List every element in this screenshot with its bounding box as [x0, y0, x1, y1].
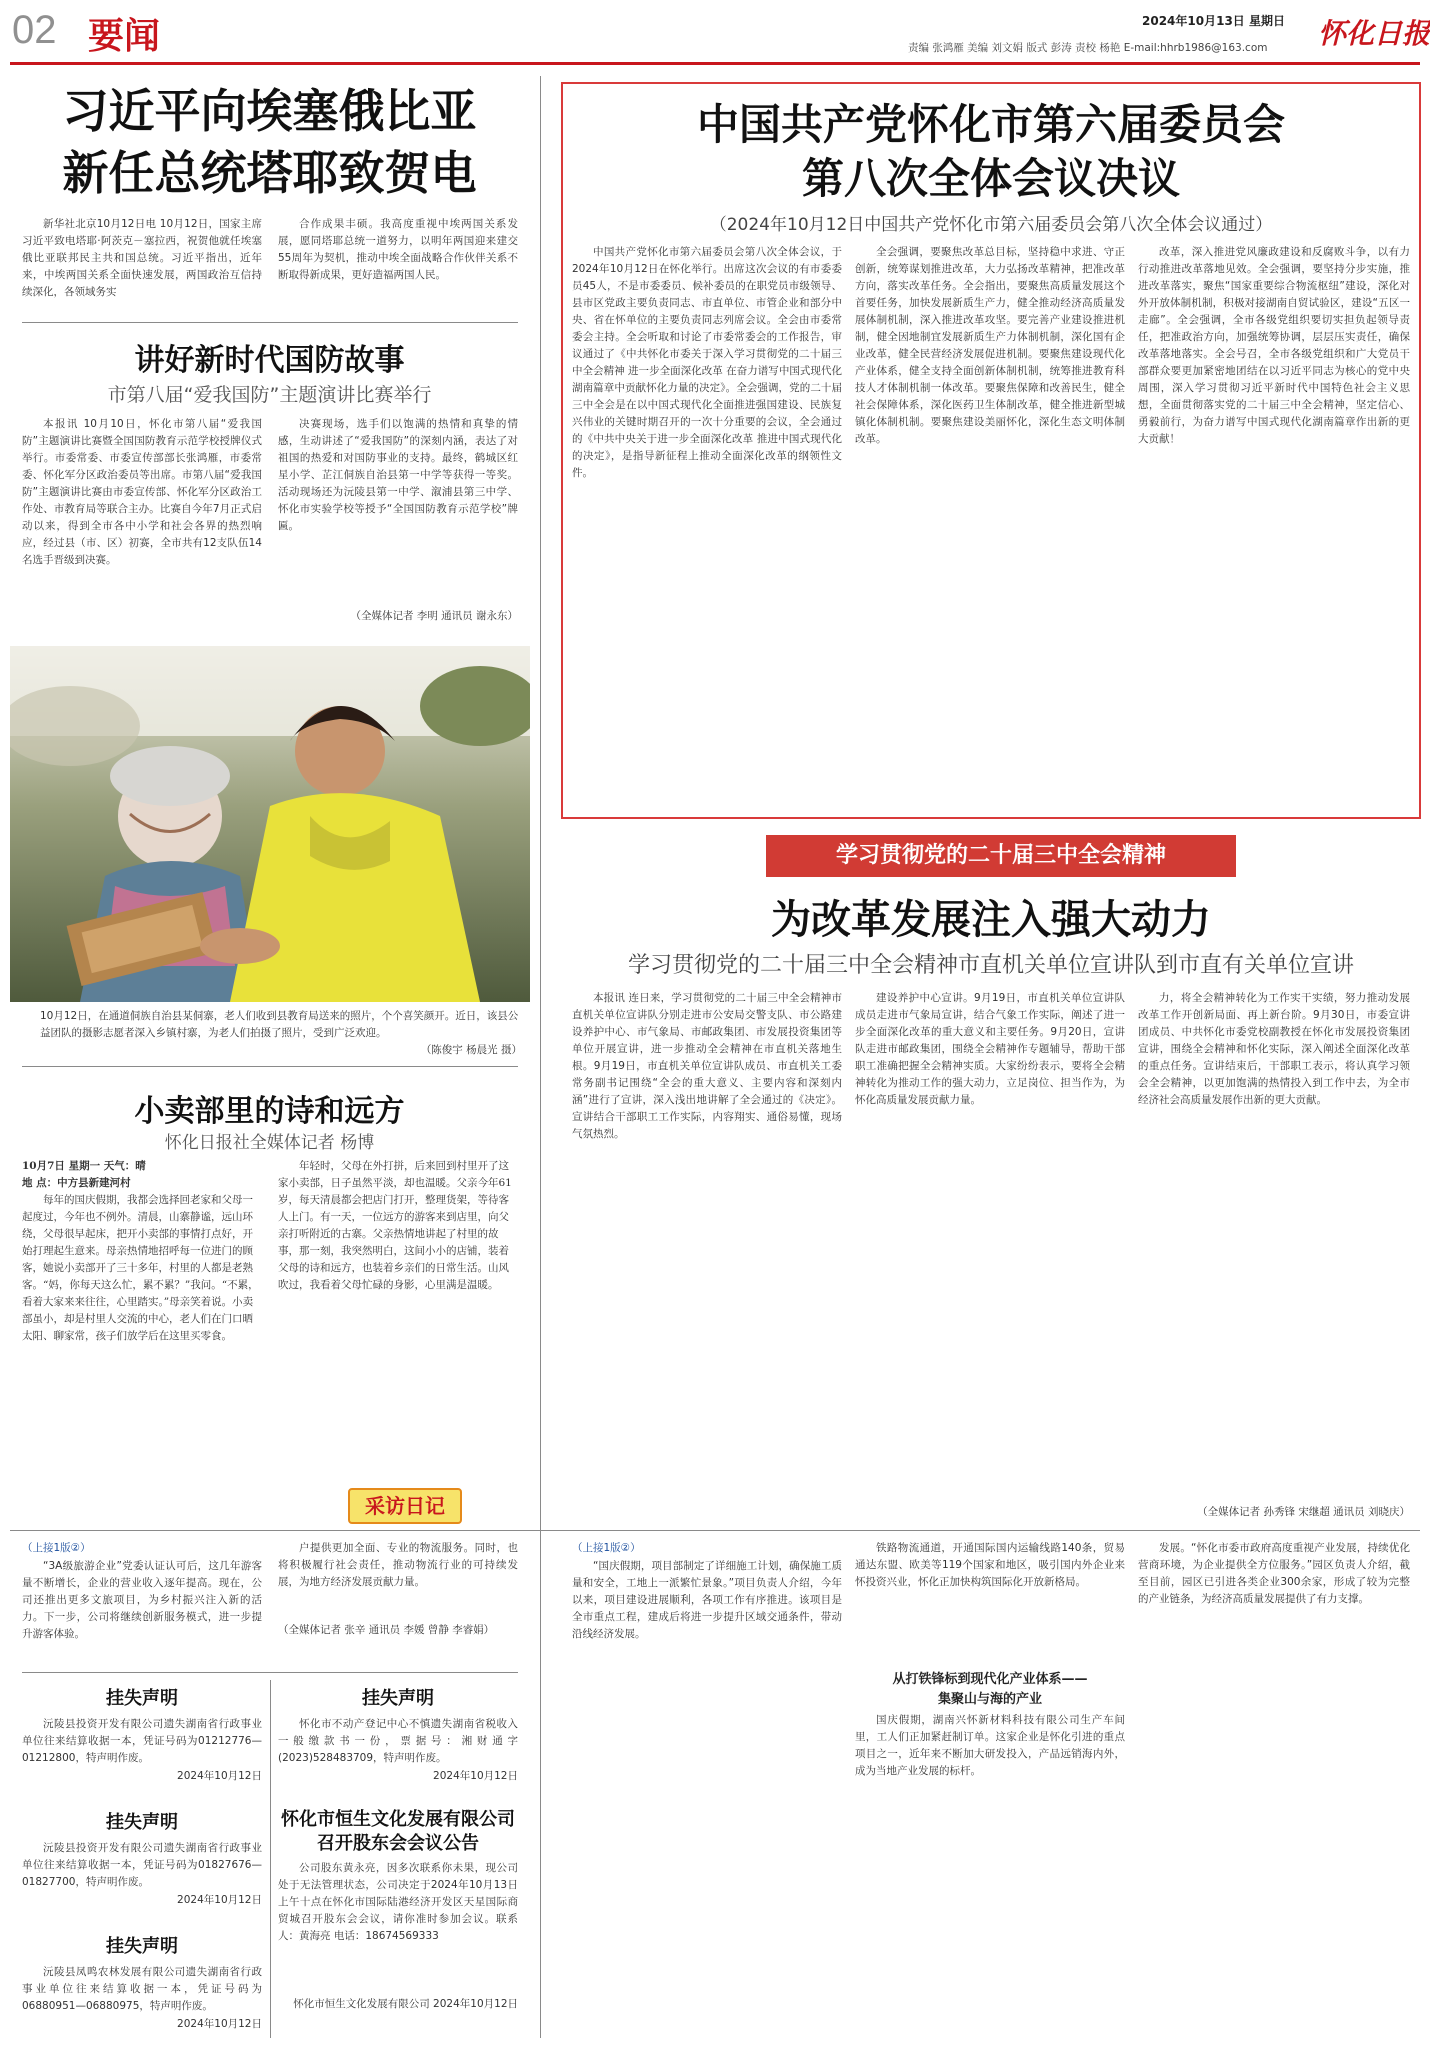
- notice-date: 2024年10月12日: [177, 1894, 262, 1906]
- lower-left-byline: （全媒体记者 张辛 通讯员 李媛 曾静 李睿娟）: [278, 1624, 495, 1636]
- notice-title: 挂失声明: [106, 1936, 178, 1957]
- header-rule: [10, 62, 1420, 65]
- defense-subtitle: 市第八届“爱我国防”主题演讲比赛举行: [107, 384, 432, 406]
- notice-title: 挂失声明: [106, 1812, 178, 1833]
- page-number: 02: [12, 8, 57, 52]
- essay-col-2: [278, 1158, 518, 1480]
- reform-byline: （全媒体记者 孙秀锋 宋继超 通讯员 刘晓庆）: [1197, 1506, 1410, 1518]
- reform-col-1: 本报讯 连日来，学习贯彻党的二十届三中全会精神市直机关单位宣讲队分别走进市公安局交警支队、市公路建设养护中心、市气象局、市邮政集团、市发展投资集团等单位开展宣讲，进一步推动全会精神在市直机关落地生根。9月19日，市直机关单位宣讲队成员、市直机关工委常务副书记围绕“全会的重大意义、主要内容和深刻内涵”进行了宣讲，深入浅出地讲解了全会通过的《决定》。宣讲结合干部职工工作实际，内容翔实、通俗易懂，现场气氛热烈。: [572, 992, 842, 1140]
- lower-right-col-1: “国庆假期，项目部制定了详细施工计划，确保施工质量和安全，工地上一派繁忙景象。”项目负责人介绍，今年以来，项目建设进展顺利，各项工作有序推进。该项目是全市重点工程，建成后将进一步提升区域交通条件，带动沿线经济发展。: [572, 1560, 842, 1640]
- notice-title: 挂失声明: [106, 1688, 178, 1709]
- photo-credit: （陈俊宇 杨晨光 摄）: [420, 1044, 522, 1056]
- notice-body: 怀化市不动产登记中心不慎遗失湖南省税收入一般缴款书一份，票据号：湘财通字(2023)528483709，特声明作废。: [278, 1718, 518, 1764]
- notice-5: [278, 1808, 518, 2011]
- defense-headline: 讲好新时代国防故事: [134, 343, 405, 378]
- lower-right-col-2: 铁路物流通道，开通国际国内运输线路140条，贸易通达东盟、欧美等119个国家和地区，吸引国内外企业来怀投资兴业，怀化正加快构筑国际化开放新格局。: [855, 1542, 1125, 1588]
- lower-left-col-1: “3A级旅游企业”党委认证认可后，这几年游客量不断增长，企业的营业收入逐年提高。现在，公司还推出更多文旅项目，为乡村振兴注入新的活力。下一步，公司将继续创新服务模式，进一步提升游客体验。: [22, 1560, 262, 1640]
- lower-right-col-3: 发展。“怀化市委市政府高度重视产业发展，持续优化营商环境，为企业提供全方位服务。”园区负责人介绍，截至目前，园区已引进各类企业300余家，形成了较为完整的产业链条，为经济高质量发展提供了有力支撑。: [1138, 1542, 1410, 1605]
- notice-date: 2024年10月12日: [177, 2018, 262, 2030]
- essay-place: 地 点：中方县新建河村: [22, 1177, 131, 1189]
- continued-label: （上接1版②）: [22, 1542, 91, 1554]
- essay-text-2: 年轻时，父母在外打拼，后来回到村里开了这家小卖部，日子虽然平淡，却也温暖。父亲今年61岁，每天清晨都会把店门打开，整理货架，等待客人上门。有一天，一位远方的游客来到店里，向父亲打听附近的古寨。父亲热情地讲起了村里的故事，那一刻，我突然明白，这间小小的店铺，装着父母的诗和远方，也装着乡亲们的日常生活。山风吹过，我看着父母忙碌的身影，心里满是温暖。: [278, 1160, 512, 1291]
- photo-caption-text: 10月12日，在通道侗族自治县某侗寨，老人们收到县教育局送来的照片，个个喜笑颜开。近日，该县公益团队的摄影志愿者深入乡镇村寨，为老人们拍摄了照片，受到广泛欢迎。: [40, 1010, 519, 1039]
- divider: [22, 1672, 518, 1673]
- interview-diary-badge: 采访日记: [348, 1488, 462, 1524]
- essay-col-1: [22, 1158, 262, 1522]
- resolution-title-line-1: 中国共产党怀化市第六届委员会: [696, 100, 1285, 149]
- divider: [22, 322, 518, 323]
- lead-body-col-2: 合作成果丰硕。我高度重视中埃两国关系发展，愿同塔耶总统一道努力，以明年两国迎来建交55周年为契机，推动中埃全面战略合作伙伴关系不断取得新成果，更好造福两国人民。: [278, 218, 518, 281]
- resolution-title-line-2: 第八次全体会议决议: [801, 154, 1180, 203]
- divider: [270, 1680, 271, 2038]
- divider: [540, 76, 541, 2038]
- lead-headline-line-1: 习近平向埃塞俄比亚: [62, 84, 477, 138]
- notice-date: 2024年10月12日: [177, 1770, 262, 1782]
- lower-right-col-2b: 国庆假期，湖南兴怀新材料科技有限公司生产车间里，工人们正加紧赶制订单。这家企业是怀化引进的重点项目之一，近年来不断加大研发投入，产品远销海内外，成为当地产业发展的标杆。: [855, 1714, 1125, 1777]
- resolution-col-1: 中国共产党怀化市第六届委员会第八次全体会议，于2024年10月12日在怀化举行。出席这次会议的有市委委员45人，不是市委委员、候补委员的在职党员市级领导、县市区党政主要负责同志、市直单位、市管企业和部分中央、省在怀单位的主要负责同志列席会议。全会由市委常委会主持。全会听取和讨论了市委常委会的工作报告，审议通过了《中共怀化市委关于深入学习贯彻党的二十届三中全会精神 进一步全面深化改革 在奋力谱写中国式现代化湖南篇章中贡献怀化力量的决定》。全会强调，党的二十届三中全会是在以中国式现代化全面推进强国建设、民族复兴伟业的关键时期召开的一次十分重要的会议，全会通过的《中共中央关于进一步全面深化改革 推进中国式现代化的决定》，是指导新征程上推动全面深化改革的纲领性文件。: [572, 246, 842, 479]
- notice-body: 沅陵县投资开发有限公司遗失湖南省行政事业单位往来结算收据一本，凭证号码为01827676—01827700，特声明作废。: [22, 1842, 262, 1888]
- issue-date: 2024年10月13日 星期日: [1142, 14, 1285, 28]
- resolution-col-2: 全会强调，要聚焦改革总目标，坚持稳中求进、守正创新，统筹谋划推进改革，大力弘扬改革精神，把准改革方向，落实改革任务。全会指出，要聚焦高质量发展这个首要任务，加快发展新质生产力，健全推动经济高质量发展体制机制，深入推进改革攻坚。要完善产业建设推进机制，健全因地制宜发展新质生产力体制机制，深化国有企业改革，健全民营经济发展促进机制。要聚焦建设现代化产业体系，健全支持全面创新体制机制，统筹推进教育科技人才体制机制一体改革。要聚焦保障和改善民生，健全社会保障体系，深化医药卫生体制改革，健全推进新型城镇化体制机制。要聚焦建设美丽怀化，深化生态文明体制改革。: [855, 246, 1125, 445]
- news-photo: [10, 646, 530, 1002]
- resolution-subtitle: （2024年10月12日中国共产党怀化市第六届委员会第八次全体会议通过）: [709, 215, 1273, 235]
- subhead-line-1: 从打铁锋标到现代化产业体系——: [892, 1672, 1088, 1687]
- notice-4: [278, 1684, 518, 1783]
- newspaper-logo: 怀化日报: [1318, 17, 1430, 50]
- subhead-line-2: 集聚山与海的产业: [937, 1692, 1042, 1707]
- notice-3: [22, 1932, 262, 2031]
- section-name: 要闻: [88, 16, 161, 57]
- continued-label: （上接1版②）: [572, 1542, 641, 1554]
- lead-body-col-1: 新华社北京10月12日电 10月12日，国家主席习近平致电塔耶·阿茨克－塞拉西，祝贺他就任埃塞俄比亚联邦民主共和国总统。习近平指出，近年来，中埃两国关系全面快速发展，两国政治互信持续深化，各领域务实: [22, 218, 262, 298]
- lower-left-col-2: 户提供更加全面、专业的物流服务。同时，也将积极履行社会责任，推动物流行业的可持续发展，为地方经济发展贡献力量。: [278, 1542, 518, 1588]
- essay-dateline: 10月7日 星期一 天气：晴: [22, 1160, 146, 1172]
- reform-headline: 为改革发展注入强大动力: [771, 896, 1211, 943]
- notice-title: 怀化市恒生文化发展有限公司召开股东会会议公告: [281, 1809, 515, 1854]
- resolution-col-3: 改革，深入推进党风廉政建设和反腐败斗争，以有力行动推进改革落地见效。全会强调，要坚持分步实施，推进改革落实，聚焦“国家重要综合物流枢纽”建设，深化对外开放体制机制，积极对接湖南自贸试验区，建设“五区一走廊”。全会强调，全市各级党组织要切实担负起领导责任，把准政治方向，加强统筹协调，层层压实责任，确保改革落地落实。全会号召，全市各级党组织和广大党员干部群众要更加紧密地团结在以习近平同志为核心的党中央周围，深入学习贯彻习近平新时代中国特色社会主义思想，全面贯彻落实党的二十届三中全会精神，坚定信心、勇毅前行，为奋力谱写中国式现代化湖南篇章作出新的更大贡献！: [1138, 246, 1410, 445]
- notice-1: [22, 1684, 262, 1783]
- notice-date: 2024年10月12日: [433, 1770, 518, 1782]
- essay-byline: 怀化日报社全媒体记者 杨博: [164, 1133, 375, 1153]
- reform-subtitle: 学习贯彻党的二十届三中全会精神市直机关单位宣讲队到市直有关单位宣讲: [627, 953, 1354, 978]
- lead-headline-line-2: 新任总统塔耶致贺电: [62, 146, 477, 200]
- section-band: 学习贯彻党的二十届三中全会精神: [766, 835, 1236, 877]
- divider: [22, 1066, 518, 1067]
- defense-byline: （全媒体记者 李明 通讯员 谢永东）: [350, 610, 518, 622]
- essay-text-1: 每年的国庆假期，我都会选择回老家和父母一起度过，今年也不例外。清晨，山寨静谧，远山环绕，父母很早起床，把开小卖部的事情打点好，开始打理起生意来。母亲热情地招呼每一位进门的顾客，她说小卖部开了三十多年，村里的人都是老熟客。“妈，你每天这么忙，累不累？”我问。“不累，看着大家来来往往，心里踏实。”母亲笑着说。小卖部虽小，却是村里人交流的中心，老人们在门口晒太阳、聊家常，孩子们放学后在这里买零食。: [22, 1194, 259, 1342]
- divider: [10, 1530, 1420, 1531]
- notice-date: 怀化市恒生文化发展有限公司 2024年10月12日: [293, 1998, 518, 2010]
- photo-caption: [40, 1008, 522, 1059]
- essay-headline: 小卖部里的诗和远方: [134, 1094, 405, 1129]
- defense-body-col-1: 本报讯 10月10日，怀化市第八届“爱我国防”主题演讲比赛暨全国国防教育示范学校授牌仪式举行。市委常委、市委宣传部部长张鸿雁，市委常委、怀化军分区政治委员等出席。市第八届“爱我国防”主题演讲比赛由市委宣传部、怀化军分区政治工作处、市教育局等联合主办。比赛自今年7月正式启动以来，得到全市各中小学和社会各界的热烈响应，经过县（市、区）初赛，全市共有12支队伍14名选手晋级到决赛。: [22, 418, 262, 566]
- staff-line: 责编 张鸿雁 美编 刘文娟 版式 彭涛 责校 杨艳 E-mail:hhrb1986@163.com: [908, 42, 1268, 54]
- lead-headline: [22, 80, 517, 204]
- reform-col-3: 力，将全会精神转化为工作实干实绩，努力推动发展改革工作开创新局面、再上新台阶。9月30日，市委宣讲团成员、中共怀化市委党校副教授在怀化市发展投资集团宣讲，围绕全会精神和怀化实际，深入阐述全面深化改革的重点任务。宣讲结束后，干部职工表示，将认真学习领会全会精神，以更加饱满的热情投入到工作中去，为全市经济社会高质量发展作出新的更大贡献。: [1138, 992, 1410, 1106]
- notice-2: [22, 1808, 262, 1907]
- notice-title: 挂失声明: [362, 1688, 434, 1709]
- reform-col-2: 建设养护中心宣讲。9月19日，市直机关单位宣讲队成员走进市气象局宣讲，结合气象工作实际，阐述了进一步全面深化改革的重大意义和主要任务。9月20日，宣讲队走进市邮政集团，围绕全会精神作专题辅导，帮助干部职工准确把握全会精神实质。大家纷纷表示，要将全会精神转化为推动工作的强大动力，立足岗位、担当作为，为怀化高质量发展贡献力量。: [855, 992, 1125, 1106]
- notice-body: 沅陵县投资开发有限公司遗失湖南省行政事业单位往来结算收据一本，凭证号码为01212776—01212800，特声明作废。: [22, 1718, 262, 1764]
- notice-body: 沅陵县凤鸣农林发展有限公司遗失湖南省行政事业单位往来结算收据一本，凭证号码为06880951—06880975，特声明作废。: [22, 1966, 262, 2012]
- defense-body-col-2: 决赛现场，选手们以饱满的热情和真挚的情感，生动讲述了“爱我国防”的深刻内涵，表达了对祖国的热爱和对国防事业的支持。最终，鹤城区红星小学、芷江侗族自治县第一中学等获得一等奖。活动现场还为沅陵县第一中学、溆浦县第三中学、怀化市实验学校等授予“全国国防教育示范学校”牌匾。: [278, 418, 518, 532]
- news-photo-illustration: [10, 646, 530, 1002]
- notice-body: 公司股东黄永亮，因多次联系你未果，现公司处于无法管理状态，公司决定于2024年10月13日上午十点在怀化市国际陆港经济开发区天星国际商贸城召开股东会会议，请你准时参加会议。联系人：黄海亮 电话：18674569333: [278, 1862, 518, 1942]
